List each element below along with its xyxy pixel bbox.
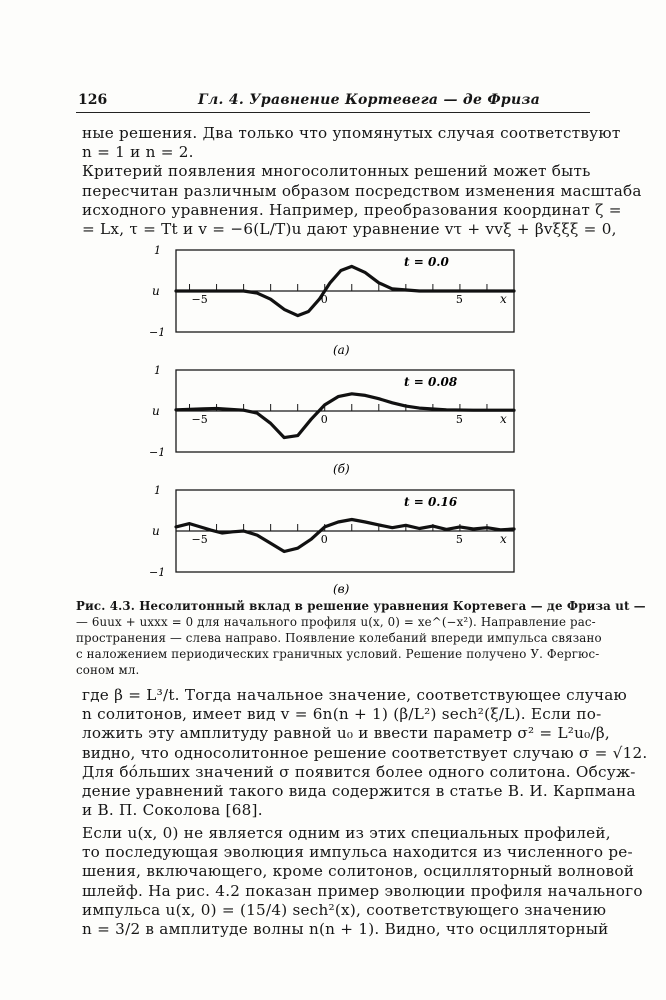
caption-line: соном мл. [76,663,140,677]
text-line: исходного уравнения. Например, преобразования координат ζ = [82,200,622,219]
panel-label: (в) [333,582,350,596]
caption-line: Рис. 4.3. Несолитонный вклад в решение уравнения Кортевега — де Фриза ut — [76,599,646,613]
x-tick-label: 5 [455,533,463,546]
x-tick-label: 0 [320,413,328,426]
x-tick-label: 0 [320,293,328,306]
caption-line: — 6uux + uxxx = 0 для начального профиля u(x, 0) = xe^(−x²). Направление рас- [76,615,596,629]
text-line: шения, включающего, кроме солитонов, осцилляторный волновой [82,862,635,881]
y-axis-label: u [152,524,160,538]
text-line: и В. П. Соколова [68]. [82,801,263,820]
caption-line: с наложением периодических граничных условий. Решение получено У. Фергюс- [76,647,600,661]
text-line: ложить эту амплитуду равной u₀ и ввести параметр σ² = L²u₀/β, [82,724,610,743]
time-label: t = 0.08 [404,375,458,389]
panel-label: (б) [333,462,350,476]
y-tick-label: −1 [149,326,166,339]
x-axis-label: x [500,532,507,546]
x-tick-label: −5 [191,293,208,306]
series-line [176,520,514,552]
x-axis-label: x [500,412,507,426]
time-label: t = 0.16 [404,495,458,509]
text-line: n = 1 и n = 2. [82,143,194,162]
x-tick-label: 5 [455,413,463,426]
x-tick-label: −5 [191,413,208,426]
y-axis-label: u [152,404,160,418]
text-line: Для бо́льших значений σ появится более одного солитона. Обсуж- [82,762,636,781]
panel-label: (a) [333,343,350,357]
text-line: n = 3/2 в амплитуде волны n(n + 1). Видно, что осцилляторный [82,920,609,939]
series-line [176,394,514,438]
y-tick-label: 1 [154,364,161,377]
y-tick-label: −1 [149,446,166,459]
text-line: пересчитан различным образом посредством изменения масштаба [82,181,642,200]
x-tick-label: 5 [455,293,463,306]
y-tick-label: 1 [154,244,161,257]
running-title: Гл. 4. Уравнение Кортевега — де Фриза [198,92,541,108]
text-line: шлейф. На рис. 4.2 показан пример эволюции профиля начального [82,881,643,900]
time-label: t = 0.0 [404,255,449,269]
page-number: 126 [78,92,108,108]
y-tick-label: 1 [154,484,161,497]
caption-line: пространения — слева направо. Появление колебаний впереди импульса связано [76,631,602,645]
text-line: где β = L³/t. Тогда начальное значение, соответствующее случаю [82,686,628,704]
text-line: n солитонов, имеет вид v = 6n(n + 1) (β/L²) sech²(ξ/L). Если по- [82,705,602,724]
y-tick-label: −1 [149,566,166,579]
paragraph-bottom [82,824,643,939]
text-line: импульса u(x, 0) = (15/4) sech²(x), соответствующего значению [82,900,607,919]
x-tick-label: 0 [320,533,328,546]
text-line: = Lx, τ = Tt и v = −6(L/T)u дают уравнение vτ + vvξ + βvξξξ = 0, [82,220,617,239]
y-axis-label: u [152,284,160,298]
text-line: ные решения. Два только что упомянутых случая соответствуют [82,124,621,142]
text-line: Критерий появления многосолитонных решений может быть [82,162,591,181]
paragraph-mid [82,686,648,820]
figure-caption [76,598,646,678]
text-line: видно, что односолитонное решение соответствует случаю σ = √12. [82,743,648,762]
x-tick-label: −5 [191,533,208,546]
text-line: то последующая эволюция импульса находится из численного ре- [82,843,633,862]
text-line: Если u(x, 0) не является одним из этих специальных профилей, [82,824,611,842]
x-axis-label: x [500,292,507,306]
text-line: дение уравнений такого вида содержится в статье В. И. Карпмана [82,782,636,801]
